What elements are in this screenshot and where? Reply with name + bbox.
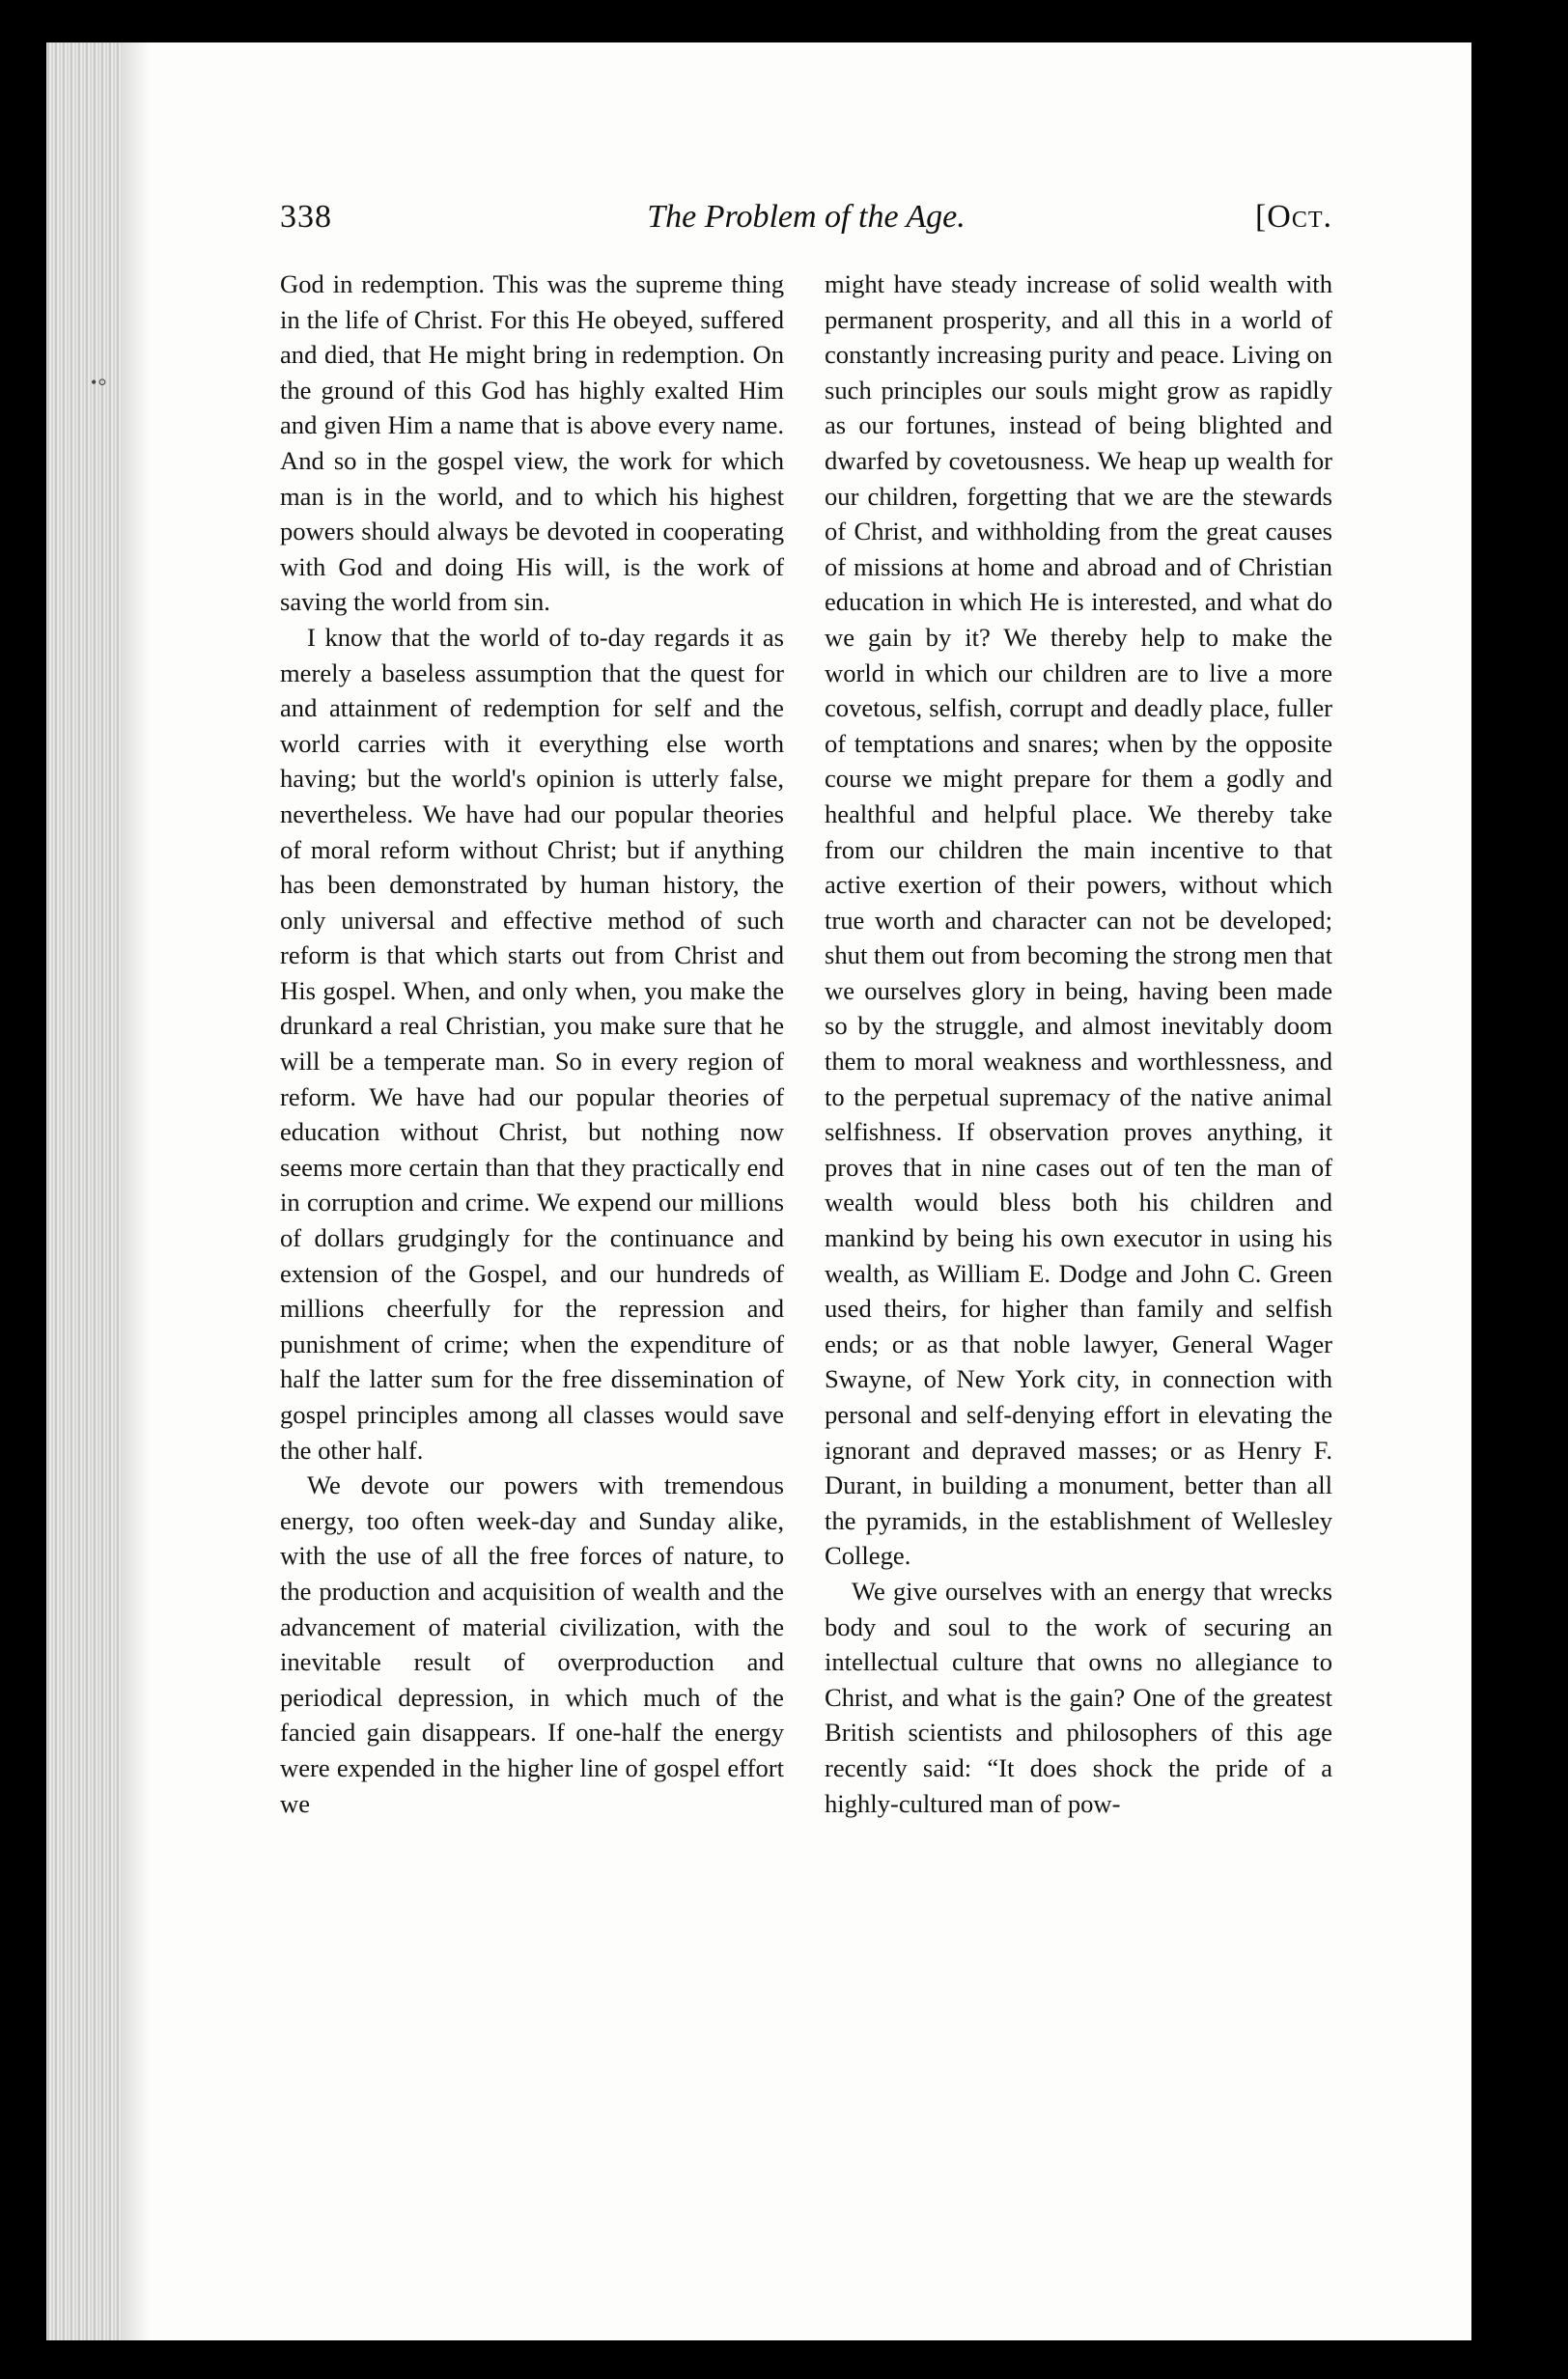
page-number: 338 bbox=[280, 199, 332, 235]
paragraph: might have steady increase of solid wealth with permanent prosperity, and all this in a world of constantly increasing purity and peace. Living on such principles our souls might grow as rapidly as our fortunes, instead of being blighted and dwarfed by covetousness. We heap up wealth for our children, forgetting that we are the stewards of Christ, and withholding from the great causes of missions at home and abroad and of Christian education in which He is interested, and what do we gain by it? We thereby help to make the world in which our children are to live a more covetous, selfish, corrupt and deadly place, fuller of temptations and snares; when by the opposite course we might prepare for them a godly and healthful and helpful place. We thereby take from our children the main incentive to that active exertion of their powers, without which true worth and character can not be developed; shut them out from becoming the strong men that we ourselves glory in being, having been made so by the struggle, and almost inevitably doom them to moral weakness and worthlessness, and to the perpetual supremacy of the native animal selfishness. If observation proves anything, it proves that in nine cases out of ten the man of wealth would bless both his children and mankind by being his own executor in using his wealth, as William E. Dodge and John C. Green used theirs, for higher than family and selfish ends; or as that noble lawyer, General Wager Swayne, of New York city, in connection with personal and self-denying effort in elevating the ignorant and depraved masses; or as Henry F. Durant, in building a monument, better than all the pyramids, in the establishment of Wellesley College. bbox=[825, 269, 1332, 1571]
paragraph: We give ourselves with an energy that wrecks body and soul to the work of securing an intellectual culture that owns no allegiance to Christ, and what is the gain? One of the greatest British scientists and philosophers of this age recently said: “It does shock the pride of a highly-cultured man of pow- bbox=[825, 1576, 1332, 1818]
paragraph: I know that the world of to-day regards it as merely a baseless assumption that the quest for and attainment of redemption for self and the world carries with it everything else worth having; but the world's opinion is utterly false, nevertheless. We have had our popular theories of moral reform without Christ; but if anything has been demonstrated by human history, the only universal and effective method of such reform is that which starts out from Christ and His gospel. When, and only when, you make the drunkard a real Christian, you make sure that he will be a temperate man. So in every region of reform. We have had our popular theories of education without Christ, but nothing now seems more certain than that they practically end in corruption and crime. We expend our millions of dollars grudgingly for the continuance and extension of the Gospel, and our hundreds of millions cheerfully for the repression and punishment of crime; when the expenditure of half the latter sum for the free dissemination of gospel principles among all classes would save the other half. bbox=[280, 622, 784, 1465]
paragraph: God in redemption. This was the supreme thing in the life of Christ. For this He obeyed, suffered and died, that He might bring in redemption. On the ground of this God has highly exalted Him and given Him a name that is above every name. And so in the gospel view, the work for which man is in the world, and to which his highest powers should always be devoted in cooperating with God and doing His will, is the work of saving the world from sin. bbox=[280, 269, 784, 617]
running-header bbox=[280, 199, 1332, 241]
running-title: The Problem of the Age. bbox=[647, 199, 966, 235]
edge-shadow bbox=[122, 42, 151, 2340]
issue-month: [Oct. bbox=[1254, 199, 1332, 235]
book-edge bbox=[46, 42, 122, 2340]
paragraph: We devote our powers with tremendous energy, too often week-day and Sunday alike, with the use of all the free forces of nature, to the production and acquisition of wealth and the advancement of material civilization, with the inevitable result of overproduction and periodical depression, in which much of the fancied gain disappears. If one-half the energy were expended in the higher line of gospel effort we bbox=[280, 1470, 784, 1818]
margin-mark: • ⸰ bbox=[91, 373, 106, 392]
left-column bbox=[280, 266, 784, 1821]
right-column bbox=[825, 266, 1332, 1821]
